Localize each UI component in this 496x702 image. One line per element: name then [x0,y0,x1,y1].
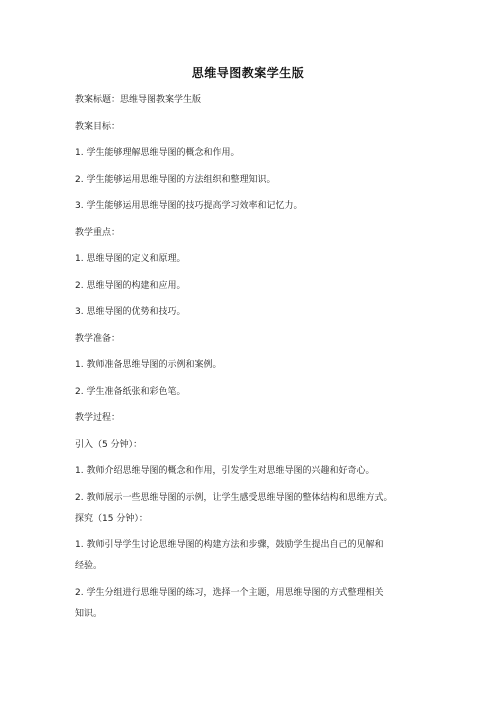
objective-item: 2. 学生能够运用思维导图的方法组织和整理知识。 [75,174,276,185]
section-heading-process: 教学过程： [75,413,121,423]
section-heading-preparation: 教学准备： [75,333,121,344]
key-point-item: 1. 思维导图的定义和原理。 [75,254,186,264]
section-heading-key-points: 教学重点： [75,227,121,238]
process-item-continued: 知识。 [75,608,103,619]
objective-item: 1. 学生能够理解思维导图的概念和作用。 [75,148,240,158]
objective-item: 3. 学生能够运用思维导图的技巧提高学习效率和记忆力。 [75,201,303,211]
process-item: 1. 教师介绍思维导图的概念和作用，引发学生对思维导图的兴趣和好奇心。 [75,466,375,476]
process-item-continued: 经验。 [75,561,103,571]
section-heading-objectives: 教案目标： [75,121,121,132]
key-point-item: 2. 思维导图的构建和应用。 [75,280,186,291]
lesson-title-line: 教案标题：思维导图教案学生版 [75,95,202,105]
key-point-item: 3. 思维导图的优势和技巧。 [75,307,186,317]
subsection-heading-explore: 探究（15 分钟）： [75,513,148,524]
subsection-heading-intro: 引入（5 分钟）： [75,439,143,450]
preparation-item: 1. 教师准备思维导图的示例和案例。 [75,360,222,370]
process-item: 2. 学生分组进行思维导图的练习，选择一个主题，用思维导图的方式整理相关 [75,587,384,598]
process-item: 2. 教师展示一些思维导图的示例，让学生感受思维导图的整体结构和思维方式。 [75,492,393,503]
document-title: 思维导图教案学生版 [191,66,305,80]
preparation-item: 2. 学生准备纸张和彩色笔。 [75,386,186,397]
process-item: 1. 教师引导学生讨论思维导图的构建方法和步骤，鼓励学生提出自己的见解和 [75,540,384,550]
document-body [75,93,445,621]
